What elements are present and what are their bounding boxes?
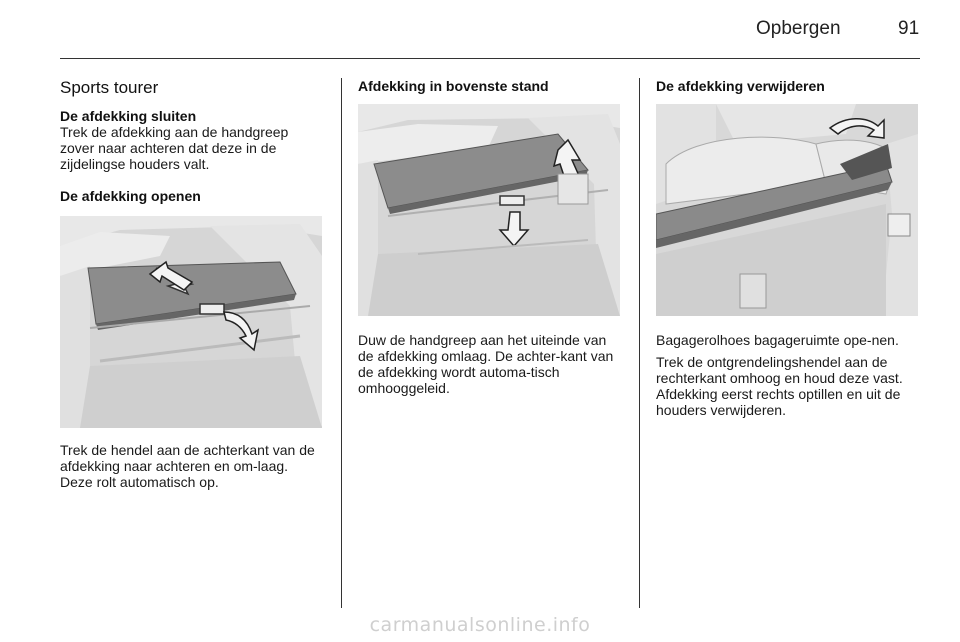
column-divider-2 [639,78,640,608]
remove-text-2: Trek de ontgrendelingshendel aan de rechterkant omhoog en houd deze vast. Afdekking eerst rechts optillen en uit de houders verwijderen. [656,354,903,418]
open-text: Trek de hendel aan de achterkant van de afdekking naar achteren en om-laag. Deze rolt automatisch op. [60,442,315,490]
upper-position-heading: Afdekking in bovenste stand [358,78,549,94]
column-divider-1 [341,78,342,608]
remove-text-1: Bagagerolhoes bagageruimte ope-nen. [656,332,899,348]
open-heading: De afdekking openen [60,188,201,204]
page-title: Opbergen [756,18,841,39]
column-1 [60,78,324,490]
trunk-cover-removal-illustration [656,104,918,316]
trunk-cover-open-illustration [60,216,322,428]
watermark: carmanualsonline.info [369,614,591,636]
upper-position-text: Duw de handgreep aan het uiteinde van de afdekking omlaag. De achter-kant van de afdekking wordt automa-tisch omhooggeleid. [358,332,614,396]
remove-heading: De afdekking verwijderen [656,78,825,94]
column-2 [358,78,622,396]
page-number: 91 [898,18,920,39]
trunk-cover-upper-position-illustration [358,104,620,316]
header-rule [60,58,920,59]
section-title: Sports tourer [60,78,159,97]
close-text: Trek de afdekking aan de handgreep zover naar achteren dat deze in de zijdelingse houders valt. [60,124,289,172]
close-heading: De afdekking sluiten [60,108,197,124]
column-3 [656,78,920,418]
